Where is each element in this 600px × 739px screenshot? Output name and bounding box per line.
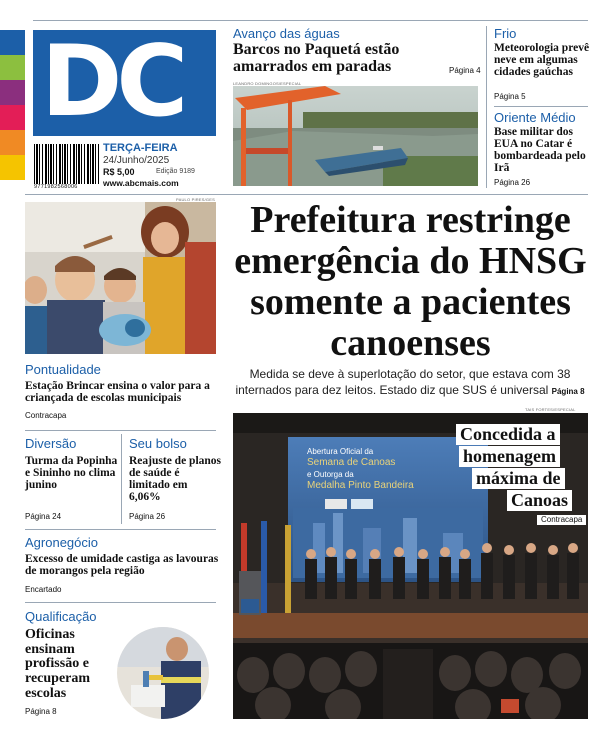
agronegocio-page: Encartado bbox=[25, 585, 62, 594]
masthead-edition: Edição 9189 bbox=[156, 168, 195, 175]
screen-line-2: Semana de Canoas bbox=[307, 457, 396, 468]
main-deck bbox=[232, 367, 588, 398]
barcode-number: 9771982568006 bbox=[34, 184, 78, 190]
top-story-headline[interactable]: Barcos no Paquetá estão amarrados em paradas bbox=[233, 41, 400, 75]
qualificacao-kicker: Qualificação bbox=[25, 609, 97, 624]
masthead-price: R$ 5,00 bbox=[103, 167, 135, 177]
ceremony-photo-credit: TAIS FORTES/ESPECIAL bbox=[525, 407, 576, 412]
dc-logo[interactable]: DC bbox=[33, 30, 216, 136]
ceremony-headline-line-1[interactable]: Concedida a bbox=[456, 424, 560, 445]
top-story-kicker: Avanço das águas bbox=[233, 26, 340, 41]
main-deck-page: Página 8 bbox=[551, 386, 585, 396]
children-photo[interactable] bbox=[25, 202, 216, 354]
stripe-green bbox=[0, 55, 25, 80]
diversao-page: Página 24 bbox=[25, 512, 62, 521]
brief-frio-headline[interactable]: Meteorologia prevê neve em algumas cidades gaúchas bbox=[494, 42, 590, 79]
diversao-kicker: Diversão bbox=[25, 436, 77, 451]
top-rule bbox=[33, 20, 588, 21]
brief-frio-page: Página 5 bbox=[494, 92, 526, 101]
screen-line-4: Medalha Pinto Bandeira bbox=[307, 479, 414, 491]
left-rule-2 bbox=[25, 529, 216, 530]
brief-rule bbox=[494, 106, 588, 107]
ceremony-headline-line-3[interactable]: máxima de bbox=[472, 468, 565, 489]
pontualidade-kicker: Pontualidade bbox=[25, 362, 101, 377]
brief-frio-kicker: Frio bbox=[494, 26, 517, 41]
agronegocio-headline[interactable]: Excesso de umidade castiga as lavouras de morangos pela região bbox=[25, 553, 219, 578]
right-briefs-divider bbox=[486, 26, 487, 188]
pontualidade-headline[interactable]: Estação Brincar ensina o valor para a criançada de escolas municipais bbox=[25, 380, 210, 405]
brief-oriente-headline[interactable]: Base militar dos EUA no Catar é bombardeada pelo Irã bbox=[494, 126, 586, 175]
qualificacao-headline[interactable]: Oficinas ensinam profissão e recuperam escolas bbox=[25, 627, 91, 701]
screen-line-1: Abertura Oficial da bbox=[307, 447, 374, 456]
ceremony-headline-line-4[interactable]: Canoas bbox=[507, 490, 572, 511]
barcode bbox=[34, 144, 100, 184]
qualificacao-photo[interactable] bbox=[117, 627, 209, 719]
stripe-purple bbox=[0, 80, 25, 105]
masthead-date: 24/Junho/2025 bbox=[103, 155, 170, 166]
seu-bolso-kicker: Seu bolso bbox=[129, 436, 187, 451]
qualificacao-page: Página 8 bbox=[25, 707, 57, 716]
left-rule-3 bbox=[25, 602, 216, 603]
ceremony-page: Contracapa bbox=[537, 515, 586, 525]
screen-line-3: e Outorga da bbox=[307, 469, 354, 479]
masthead-website[interactable]: www.abcmais.com bbox=[103, 178, 179, 188]
left-rule-1 bbox=[25, 430, 216, 431]
brief-oriente-kicker: Oriente Médio bbox=[494, 110, 576, 125]
main-headline[interactable]: Prefeitura restringe emergência do HNSG somente a pacientes canoenses bbox=[234, 199, 587, 365]
stripe-blue bbox=[0, 30, 25, 55]
main-deck-text: Medida se deve à superlotação do setor, que estava com 38 internados para dez leitos. Estado diz que SUS é universal bbox=[235, 367, 571, 397]
top-story-photo-credit: LEANDRO DOMINGOS/ESPECIAL bbox=[233, 81, 302, 86]
flood-photo[interactable] bbox=[233, 86, 478, 186]
ceremony-screen-text bbox=[307, 447, 414, 492]
stripe-yellow bbox=[0, 155, 25, 180]
stripe-orange bbox=[0, 130, 25, 155]
ceremony-headline-line-2[interactable]: homenagem bbox=[459, 446, 560, 467]
brief-oriente-page: Página 26 bbox=[494, 178, 531, 187]
left-column-split bbox=[121, 434, 122, 524]
top-story-page: Página 4 bbox=[449, 66, 481, 75]
agronegocio-kicker: Agronegócio bbox=[25, 535, 98, 550]
pontualidade-page: Contracapa bbox=[25, 411, 67, 420]
masthead-weekday: TERÇA-FEIRA bbox=[103, 142, 178, 154]
diversao-headline[interactable]: Turma da Popinha e Sininho no clima junino bbox=[25, 455, 118, 492]
stripe-pink bbox=[0, 105, 25, 130]
seu-bolso-headline[interactable]: Reajuste de planos de saúde é limitado em 6,06% bbox=[129, 455, 222, 504]
seu-bolso-page: Página 26 bbox=[129, 512, 166, 521]
masthead-bottom-rule bbox=[25, 194, 588, 195]
left-photo-credit: PAULO PIRES/GES bbox=[176, 197, 215, 202]
